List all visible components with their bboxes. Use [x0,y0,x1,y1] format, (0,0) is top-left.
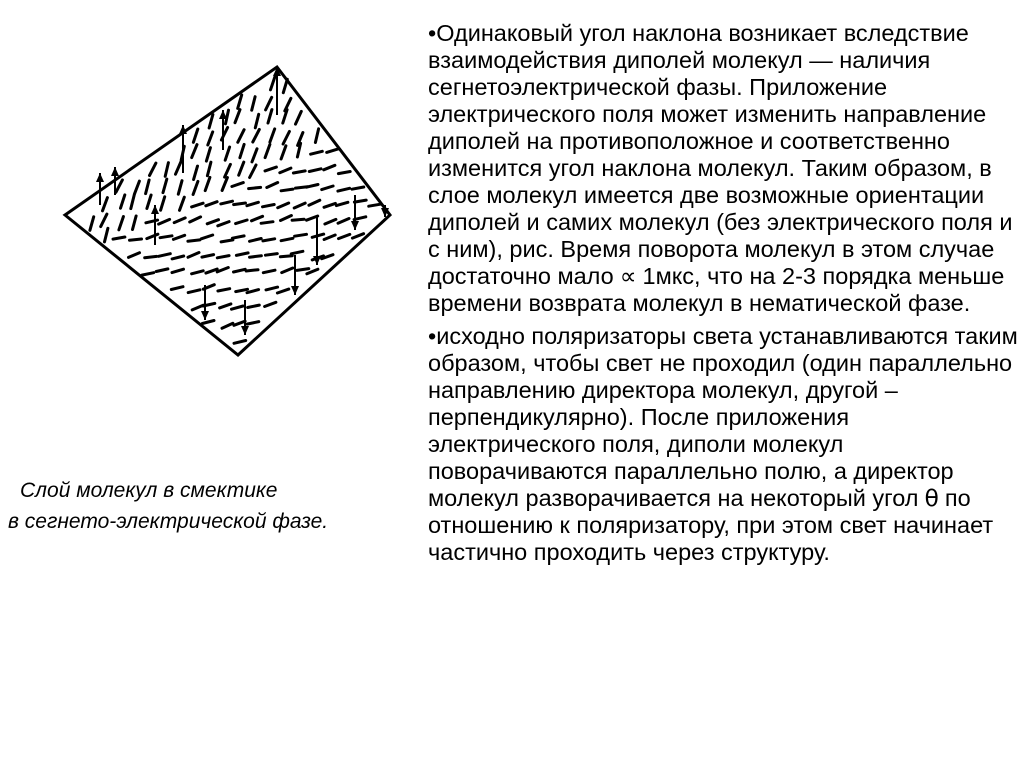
molecule [322,186,333,190]
molecule [250,239,262,242]
molecule [133,216,137,230]
molecule [220,304,231,308]
molecule [218,289,230,291]
molecule [266,97,272,110]
molecule [234,321,245,325]
molecule [113,237,125,239]
molecule [192,145,197,158]
molecule [309,169,321,172]
paragraph-2-text-a: •исходно поляризаторы света устанавливаются таким образом, чтобы свет не проходил (один параллельно направлению директора молекул, другой – перпендикулярно). После приложения электрического поля, диполи молекул поворачиваются параллельно полю, а директор молекул разворачивается на некоторый угол [428,323,1018,511]
molecule [315,129,318,143]
molecule [121,195,125,208]
molecule [281,216,292,221]
molecule [292,219,304,220]
molecule [172,269,184,272]
molecule [192,203,204,207]
molecule [217,268,228,272]
molecule [238,95,242,109]
molecule [238,130,244,143]
molecule [239,162,244,175]
molecule [105,228,108,242]
molecule [194,166,198,179]
molecule [283,110,287,123]
molecule [352,187,364,189]
molecule [206,269,217,273]
dipole-up-arrow-head [111,167,119,176]
molecule [234,341,246,344]
molecule [266,287,278,290]
molecule [255,114,258,128]
molecule [306,185,318,188]
molecule [206,148,210,161]
dipole-down-arrow-head [351,221,359,230]
molecule [369,204,381,206]
dipole-up-arrow-head [96,173,104,182]
molecule [263,205,275,207]
molecule [218,222,229,226]
molecule [283,79,287,92]
molecule [207,162,211,176]
molecule [309,200,320,205]
molecule [325,219,336,224]
paragraph-2 [420,323,1018,566]
dipole-down-arrow-head [291,286,299,295]
molecule [101,214,107,227]
molecule [103,198,108,211]
molecule [250,256,262,257]
dipole-up-arrow-head [151,205,159,214]
theta-symbol: θ [924,484,939,512]
molecule [261,222,273,224]
molecule [236,220,248,224]
molecule [324,235,335,240]
molecule [283,132,289,145]
molecule [295,234,307,236]
molecule [281,189,293,191]
molecule [173,235,184,239]
molecule [282,268,293,273]
molecule [250,165,256,178]
molecule [193,181,198,194]
molecule [209,115,213,129]
molecule [146,180,150,194]
molecule [207,220,218,224]
paragraph-2-text-b: по отношению к поляризатору, при этом свет начинает частично проходить через структуру. [428,485,994,565]
molecule [265,302,276,306]
paragraph-1-text-a: •Одинаковый угол наклона возникает вследствие взаимодействия диполей молекул — наличия сегнетоэлектрической фазы. Приложение электрического поля может изменить направление диполей на противоположное и соответственно изменится угол наклона молекул. Таким образом, в слое молекул имеется две возможные ориентации диполей и самих молекул (без электрического поля и с ним), рис. Время поворота молекул в этом случае достаточно мало [428,20,1013,289]
proportional-symbol: ∝ [619,262,637,290]
dipole-up-arrow-head [219,110,227,119]
molecule [291,251,303,254]
molecule [253,130,259,143]
molecule [352,234,363,238]
molecule [188,253,199,258]
molecule [217,256,229,258]
molecule [267,183,278,188]
molecule [293,171,305,173]
molecule [263,239,275,241]
molecule [206,202,217,206]
molecule [130,239,142,240]
molecule [281,146,286,159]
molecule [247,202,259,205]
molecule [246,270,258,271]
molecule [277,289,288,293]
molecule [281,238,293,240]
molecule [265,254,277,256]
molecule [232,306,244,309]
molecule [265,144,270,157]
molecule [338,219,349,224]
molecule [234,203,246,205]
caption-line-2: в сегнето-электрической фазе. [8,510,329,533]
molecule [225,164,231,177]
molecule [339,234,350,238]
molecule [221,240,233,242]
molecule [160,236,172,238]
molecule [208,132,213,145]
molecule [192,271,204,274]
molecule [297,269,309,271]
molecule [236,253,248,256]
molecule [150,163,156,175]
molecule [234,269,246,272]
molecule [134,181,139,194]
molecule [324,165,335,170]
molecule [268,110,272,123]
molecule [294,203,305,208]
molecule [265,167,276,171]
molecule [188,290,200,293]
molecule [232,183,243,187]
smectic-layer-figure [55,55,400,365]
molecule [176,161,182,174]
molecule [280,168,291,173]
molecule [129,253,140,258]
molecule [338,188,350,191]
molecule [171,287,183,290]
molecule [142,273,154,275]
molecule [271,77,276,90]
molecule [252,216,263,221]
molecule [225,147,229,160]
molecule [296,111,302,124]
molecule [263,270,275,273]
molecule [278,203,289,208]
molecule [172,256,184,259]
molecule [336,202,348,205]
molecule [156,269,168,272]
molecule [354,200,366,202]
molecule [163,179,167,193]
molecule [178,181,182,195]
molecule [222,178,227,191]
dipole-down-arrow-head [241,326,249,335]
molecule [165,163,168,177]
molecule [338,172,350,174]
molecule [192,305,203,310]
molecule [222,323,233,328]
paragraph-1 [420,20,1018,317]
molecule [116,180,123,192]
molecule [221,201,233,204]
figure-caption [8,475,408,537]
molecule [236,289,248,291]
molecule [232,236,244,238]
molecule [147,234,158,238]
molecule [324,203,335,207]
molecule [174,218,185,223]
molecule [147,195,151,208]
molecule [327,149,338,153]
molecule [159,254,171,257]
smectic-layer-diagram [55,55,400,365]
molecule [270,129,275,142]
molecule [145,256,157,257]
body-text [420,20,1018,572]
caption-line-1: Слой молекул в смектике [20,479,278,502]
molecule [161,197,165,210]
dipole-down-arrow-head [201,311,209,320]
molecule [202,255,214,258]
molecule [280,256,292,257]
molecule [90,217,94,231]
molecule [202,321,214,324]
molecule [159,219,170,224]
molecule [248,305,260,307]
molecule [201,235,212,239]
molecule [235,110,240,123]
molecule [131,195,134,209]
molecule [188,240,200,241]
molecule [180,197,185,210]
molecule [311,151,323,154]
molecule [247,322,259,325]
molecule [205,177,210,190]
molecule [252,149,257,162]
molecule [190,217,201,222]
molecule [240,144,244,157]
paragraph-1-text-b: 1мкс, что на 2-3 порядка меньше времени возврата молекул в нематической фазе. [428,263,1005,316]
molecule [252,97,255,111]
molecule [119,217,124,230]
molecule [249,187,261,188]
molecule [193,129,197,142]
